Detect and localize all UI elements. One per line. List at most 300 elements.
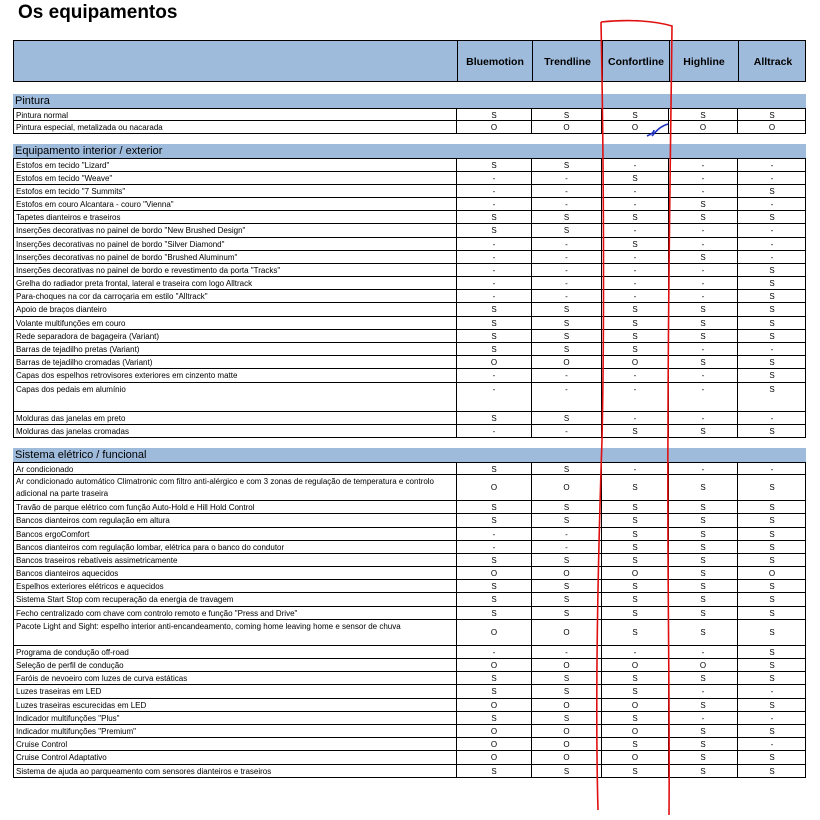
cell-alltrack: S (737, 699, 806, 711)
row-label: Molduras das janelas em preto (16, 413, 126, 423)
cell-alltrack: S (737, 620, 806, 645)
cell-confortline: S (601, 211, 668, 223)
cell-trendline: O (531, 738, 601, 750)
cell-alltrack: S (737, 475, 806, 500)
column-header-confortline: Confortline (602, 41, 669, 81)
row-label: Ar condicionado automático Climatronic com filtro anti-alérgico e com 3 zonas de regulação de temperatura e controlo adicional na parte traseira (16, 477, 434, 499)
cell-highline: S (668, 330, 737, 342)
cell-alltrack: S (737, 185, 806, 197)
cell-bluemotion: S (456, 109, 531, 120)
cell-trendline: S (531, 109, 601, 120)
cell-alltrack: S (737, 425, 806, 437)
cell-alltrack: - (737, 198, 806, 210)
row-label: Inserções decorativas no painel de bordo e revestimento da porta "Tracks" (16, 265, 281, 275)
cell-alltrack: S (737, 211, 806, 223)
table-row (14, 501, 805, 514)
row-label: Faróis de nevoeiro com luzes de curva estáticas (16, 674, 188, 684)
cell-highline: - (668, 277, 737, 289)
cell-highline: - (668, 343, 737, 355)
cell-confortline: - (601, 277, 668, 289)
row-label: Molduras das janelas cromadas (16, 426, 129, 436)
section-rows (13, 462, 806, 778)
cell-alltrack: S (737, 290, 806, 302)
cell-bluemotion: S (456, 514, 531, 526)
cell-confortline: - (601, 646, 668, 658)
cell-highline: S (668, 475, 737, 500)
cell-trendline: O (531, 620, 601, 645)
cell-alltrack: - (737, 251, 806, 263)
cell-highline: S (668, 514, 737, 526)
cell-alltrack: - (737, 224, 806, 236)
table-row (14, 185, 805, 198)
cell-trendline: - (531, 185, 601, 197)
cell-bluemotion: O (456, 121, 531, 133)
cell-confortline: O (601, 121, 668, 133)
cell-highline: - (668, 224, 737, 236)
cell-trendline: S (531, 224, 601, 236)
cell-highline: S (668, 317, 737, 329)
row-label: Barras de tejadilho cromadas (Variant) (16, 358, 153, 368)
cell-bluemotion: S (456, 712, 531, 724)
cell-highline: S (668, 211, 737, 223)
cell-trendline: - (531, 238, 601, 250)
section-rows (13, 158, 806, 438)
cell-alltrack: S (737, 264, 806, 276)
cell-confortline: S (601, 238, 668, 250)
cell-highline: - (668, 463, 737, 474)
cell-bluemotion: S (456, 303, 531, 315)
cell-bluemotion: S (456, 765, 531, 777)
cell-alltrack: S (737, 383, 806, 411)
cell-trendline: O (531, 725, 601, 737)
cell-confortline: S (601, 501, 668, 513)
table-row (14, 607, 805, 620)
cell-highline: - (668, 383, 737, 411)
cell-alltrack: - (737, 685, 806, 697)
cell-alltrack: - (737, 343, 806, 355)
cell-confortline: - (601, 463, 668, 474)
cell-confortline: - (601, 264, 668, 276)
cell-confortline: O (601, 659, 668, 671)
cell-trendline: - (531, 369, 601, 381)
cell-highline: - (668, 290, 737, 302)
cell-confortline: S (601, 607, 668, 619)
table-row (14, 541, 805, 554)
cell-highline: O (668, 121, 737, 133)
cell-trendline: - (531, 264, 601, 276)
cell-trendline: S (531, 317, 601, 329)
cell-trendline: - (531, 251, 601, 263)
row-label: Para-choques na cor da carroçaria em estilo "Alltrack" (16, 292, 208, 302)
cell-trendline: O (531, 751, 601, 763)
row-label: Ar condicionado (16, 464, 74, 474)
cell-highline: - (668, 172, 737, 184)
cell-alltrack: S (737, 672, 806, 684)
table-row (14, 158, 805, 171)
cell-bluemotion: - (456, 646, 531, 658)
cell-bluemotion: O (456, 751, 531, 763)
row-label: Indicador multifunções "Premium" (16, 726, 136, 736)
row-label: Capas dos espelhos retrovisores exteriores em cinzento matte (16, 371, 238, 381)
table-row (14, 554, 805, 567)
table-row (14, 330, 805, 343)
cell-bluemotion: O (456, 475, 531, 500)
table-row (14, 567, 805, 580)
cell-alltrack: S (737, 765, 806, 777)
cell-trendline: S (531, 765, 601, 777)
row-label: Estofos em tecido "Weave" (16, 173, 113, 183)
cell-highline: S (668, 620, 737, 645)
cell-confortline: S (601, 172, 668, 184)
cell-highline: - (668, 712, 737, 724)
table-row (14, 356, 805, 369)
cell-trendline: - (531, 646, 601, 658)
row-label: Inserções decorativas no painel de bordo "Brushed Aluminum" (16, 252, 238, 262)
row-label: Estofos em tecido "Lizard" (16, 161, 110, 171)
section-header: Equipamento interior / exterior (13, 144, 806, 158)
cell-bluemotion: - (456, 238, 531, 250)
cell-confortline: S (601, 330, 668, 342)
table-row (14, 303, 805, 316)
row-label: Pintura especial, metalizada ou nacarada (16, 123, 163, 133)
cell-highline: S (668, 528, 737, 540)
cell-confortline: - (601, 224, 668, 236)
cell-trendline: O (531, 659, 601, 671)
table-row (14, 383, 805, 412)
row-label: Inserções decorativas no painel de bordo "New Brushed Design" (16, 226, 246, 236)
cell-trendline: S (531, 343, 601, 355)
cell-confortline: - (601, 369, 668, 381)
cell-alltrack: - (737, 412, 806, 424)
cell-confortline: S (601, 685, 668, 697)
cell-alltrack: S (737, 725, 806, 737)
cell-highline: - (668, 412, 737, 424)
cell-bluemotion: S (456, 685, 531, 697)
row-label: Apoio de braços dianteiro (16, 305, 107, 315)
table-row (14, 765, 805, 778)
cell-trendline: S (531, 712, 601, 724)
cell-alltrack: S (737, 607, 806, 619)
cell-alltrack: S (737, 646, 806, 658)
row-label: Bancos dianteiros aquecidos (16, 569, 119, 579)
cell-highline: S (668, 198, 737, 210)
cell-alltrack: S (737, 277, 806, 289)
cell-alltrack: - (737, 738, 806, 750)
cell-highline: S (668, 580, 737, 592)
table-row (14, 475, 805, 501)
cell-bluemotion: - (456, 290, 531, 302)
table-row (14, 238, 805, 251)
cell-highline: S (668, 251, 737, 263)
table-row (14, 290, 805, 303)
row-label: Barras de tejadilho pretas (Variant) (16, 345, 140, 354)
cell-confortline: - (601, 251, 668, 263)
cell-trendline: S (531, 580, 601, 592)
cell-highline: - (668, 185, 737, 197)
cell-bluemotion: S (456, 593, 531, 605)
row-label: Pintura normal (16, 111, 69, 120)
cell-confortline: S (601, 514, 668, 526)
cell-bluemotion: O (456, 567, 531, 579)
cell-confortline: S (601, 528, 668, 540)
cell-highline: O (668, 659, 737, 671)
cell-highline: S (668, 567, 737, 579)
cell-confortline: O (601, 356, 668, 368)
table-row (14, 514, 805, 527)
cell-highline: S (668, 541, 737, 553)
cell-bluemotion: O (456, 699, 531, 711)
cell-highline: S (668, 501, 737, 513)
cell-bluemotion: - (456, 185, 531, 197)
table-row (14, 108, 805, 121)
cell-highline: S (668, 672, 737, 684)
row-label: Bancos ergoComfort (16, 529, 90, 539)
row-label: Cruise Control (16, 740, 68, 750)
cell-highline: - (668, 369, 737, 381)
cell-alltrack: - (737, 159, 806, 170)
table-row (14, 672, 805, 685)
cell-highline: - (668, 685, 737, 697)
cell-trendline: - (531, 198, 601, 210)
cell-highline: S (668, 356, 737, 368)
cell-bluemotion: S (456, 159, 531, 170)
cell-confortline: - (601, 290, 668, 302)
section-rows (13, 108, 806, 134)
cell-bluemotion: - (456, 264, 531, 276)
table-row (14, 751, 805, 764)
cell-trendline: O (531, 121, 601, 133)
cell-confortline: S (601, 765, 668, 777)
table-row (14, 172, 805, 185)
row-label: Programa de condução off-road (16, 647, 129, 657)
row-label: Capas dos pedais em alumínio (16, 384, 126, 394)
cell-highline: S (668, 303, 737, 315)
table-row (14, 264, 805, 277)
cell-highline: S (668, 593, 737, 605)
table-row (14, 251, 805, 264)
row-label: Indicador multifunções "Plus" (16, 713, 120, 723)
cell-highline: S (668, 109, 737, 120)
cell-alltrack: S (737, 514, 806, 526)
cell-alltrack: S (737, 109, 806, 120)
cell-bluemotion: - (456, 528, 531, 540)
table-row (14, 620, 805, 646)
cell-confortline: S (601, 672, 668, 684)
row-label: Travão de parque elétrico com função Auto-Hold e Hill Hold Control (16, 503, 255, 513)
cell-confortline: S (601, 303, 668, 315)
cell-alltrack: - (737, 463, 806, 474)
row-label: Grelha do radiador preta frontal, lateral e traseira com logo Alltrack (16, 279, 253, 289)
cell-highline: - (668, 264, 737, 276)
cell-alltrack: S (737, 528, 806, 540)
cell-alltrack: S (737, 541, 806, 553)
cell-bluemotion: S (456, 672, 531, 684)
cell-highline: S (668, 738, 737, 750)
table-row (14, 699, 805, 712)
cell-bluemotion: O (456, 620, 531, 645)
cell-alltrack: S (737, 580, 806, 592)
cell-trendline: S (531, 159, 601, 170)
cell-trendline: - (531, 277, 601, 289)
cell-highline: - (668, 646, 737, 658)
cell-bluemotion: S (456, 463, 531, 474)
cell-trendline: S (531, 685, 601, 697)
cell-alltrack: - (737, 172, 806, 184)
cell-trendline: O (531, 356, 601, 368)
cell-highline: - (668, 238, 737, 250)
table-row (14, 646, 805, 659)
table-row (14, 528, 805, 541)
row-label: Tapetes dianteiros e traseiros (16, 213, 121, 223)
table-row (14, 412, 805, 425)
table-row (14, 593, 805, 606)
cell-confortline: O (601, 699, 668, 711)
cell-bluemotion: S (456, 317, 531, 329)
cell-trendline: S (531, 330, 601, 342)
cell-alltrack: O (737, 567, 806, 579)
cell-trendline: - (531, 425, 601, 437)
table-row (14, 659, 805, 672)
cell-confortline: O (601, 751, 668, 763)
cell-alltrack: S (737, 303, 806, 315)
cell-bluemotion: - (456, 383, 531, 411)
table-row (14, 121, 805, 134)
cell-confortline: S (601, 343, 668, 355)
column-header-alltrack: Alltrack (738, 41, 807, 81)
cell-bluemotion: - (456, 172, 531, 184)
table-row (14, 211, 805, 224)
cell-bluemotion: O (456, 356, 531, 368)
cell-confortline: S (601, 541, 668, 553)
cell-bluemotion: S (456, 607, 531, 619)
cell-bluemotion: S (456, 580, 531, 592)
row-label: Volante multifunções em couro (16, 318, 126, 328)
cell-trendline: - (531, 290, 601, 302)
cell-trendline: O (531, 567, 601, 579)
table-row (14, 224, 805, 237)
cell-bluemotion: - (456, 541, 531, 553)
cell-alltrack: - (737, 238, 806, 250)
cell-trendline: S (531, 593, 601, 605)
table-row (14, 369, 805, 382)
cell-trendline: O (531, 475, 601, 500)
cell-trendline: S (531, 501, 601, 513)
cell-trendline: - (531, 528, 601, 540)
cell-confortline: S (601, 109, 668, 120)
cell-bluemotion: S (456, 343, 531, 355)
cell-confortline: S (601, 580, 668, 592)
cell-alltrack: S (737, 659, 806, 671)
cell-confortline: S (601, 425, 668, 437)
table-row (14, 725, 805, 738)
row-label: Bancos dianteiros com regulação lombar, elétrica para o banco do condutor (16, 542, 285, 552)
cell-alltrack: S (737, 330, 806, 342)
column-header-highline: Highline (669, 41, 738, 81)
cell-confortline: - (601, 185, 668, 197)
row-label: Inserções decorativas no painel de bordo "Silver Diamond" (16, 239, 225, 249)
page-title: Os equipamentos (18, 2, 178, 23)
cell-confortline: S (601, 738, 668, 750)
table-row (14, 738, 805, 751)
table-row (14, 580, 805, 593)
table-row (14, 277, 805, 290)
cell-alltrack: S (737, 501, 806, 513)
row-label: Pacote Light and Sight: espelho interior anti-encandeamento, coming home leaving home e sensor de chuva (16, 621, 401, 631)
cell-bluemotion: - (456, 251, 531, 263)
cell-bluemotion: S (456, 211, 531, 223)
cell-bluemotion: O (456, 725, 531, 737)
cell-highline: S (668, 765, 737, 777)
cell-trendline: S (531, 607, 601, 619)
row-label: Sistema de ajuda ao parqueamento com sensores dianteiros e traseiros (16, 766, 272, 776)
cell-confortline: S (601, 593, 668, 605)
cell-trendline: S (531, 672, 601, 684)
cell-highline: S (668, 554, 737, 566)
cell-trendline: S (531, 412, 601, 424)
cell-trendline: S (531, 554, 601, 566)
row-label: Bancos dianteiros com regulação em altura (16, 516, 170, 526)
cell-bluemotion: S (456, 224, 531, 236)
cell-alltrack: S (737, 751, 806, 763)
cell-confortline: - (601, 383, 668, 411)
cell-alltrack: - (737, 712, 806, 724)
cell-confortline: S (601, 475, 668, 500)
cell-bluemotion: S (456, 554, 531, 566)
cell-alltrack: S (737, 369, 806, 381)
table-row (14, 462, 805, 475)
cell-alltrack: S (737, 554, 806, 566)
cell-alltrack: O (737, 121, 806, 133)
table-row (14, 198, 805, 211)
row-label: Espelhos exteriores elétricos e aquecidos (16, 582, 164, 592)
table-row (14, 712, 805, 725)
section-header: Sistema elétrico / funcional (13, 448, 806, 462)
cell-bluemotion: - (456, 277, 531, 289)
cell-confortline: - (601, 198, 668, 210)
cell-trendline: S (531, 463, 601, 474)
cell-trendline: - (531, 541, 601, 553)
cell-alltrack: S (737, 317, 806, 329)
cell-highline: S (668, 725, 737, 737)
cell-bluemotion: - (456, 425, 531, 437)
cell-trendline: S (531, 303, 601, 315)
cell-confortline: S (601, 317, 668, 329)
cell-alltrack: S (737, 356, 806, 368)
cell-trendline: S (531, 514, 601, 526)
cell-confortline: O (601, 725, 668, 737)
row-label: Rede separadora de bagageira (Variant) (16, 331, 160, 341)
row-label: Seleção de perfil de condução (16, 661, 124, 670)
cell-bluemotion: O (456, 659, 531, 671)
row-label: Sistema Start Stop com recuperação da energia de travagem (16, 595, 234, 605)
row-label: Luzes traseiras em LED (16, 687, 102, 697)
column-header-bluemotion: Bluemotion (457, 41, 532, 81)
cell-bluemotion: S (456, 501, 531, 513)
cell-highline: S (668, 607, 737, 619)
table-row (14, 317, 805, 330)
cell-confortline: O (601, 567, 668, 579)
cell-trendline: - (531, 383, 601, 411)
cell-confortline: S (601, 620, 668, 645)
cell-confortline: - (601, 159, 668, 170)
row-label: Estofos em tecido "7 Summits" (16, 186, 126, 196)
row-label: Estofos em couro Alcantara - couro "Vienna" (16, 199, 174, 209)
table-row (14, 685, 805, 698)
cell-bluemotion: - (456, 198, 531, 210)
cell-highline: S (668, 751, 737, 763)
column-header-trendline: Trendline (532, 41, 602, 81)
equipment-table (13, 40, 806, 778)
